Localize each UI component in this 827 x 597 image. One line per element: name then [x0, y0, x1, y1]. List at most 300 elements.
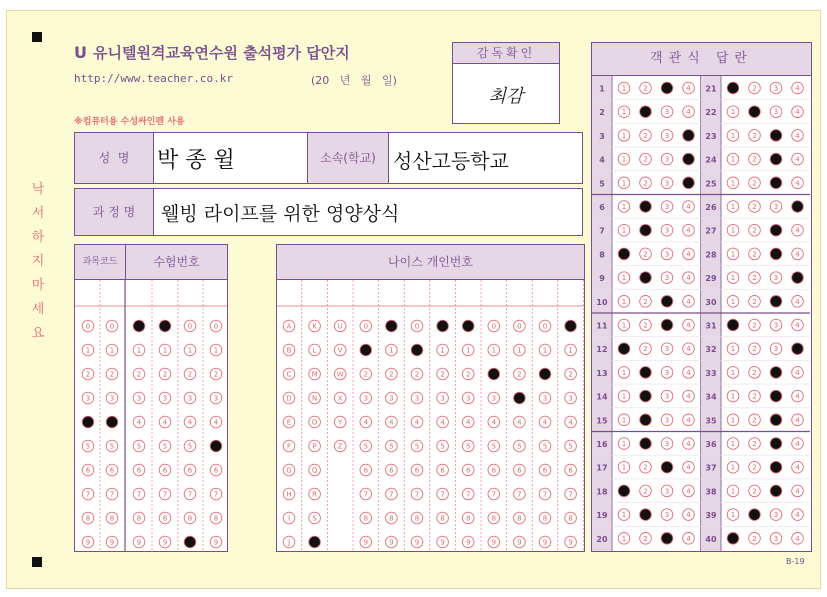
- neis-bubble[interactable]: [514, 416, 526, 428]
- neis-bubble[interactable]: [514, 512, 526, 524]
- answer-bubble[interactable]: [640, 106, 652, 118]
- exam-bubble[interactable]: [82, 464, 94, 476]
- exam-bubble[interactable]: [82, 488, 94, 500]
- answer-bubble[interactable]: [640, 82, 652, 94]
- neis-bubble[interactable]: [411, 320, 423, 332]
- answer-bubble[interactable]: [661, 224, 673, 236]
- neis-bubble[interactable]: [283, 416, 295, 428]
- answer-bubble[interactable]: [727, 296, 739, 308]
- answer-bubble[interactable]: [640, 509, 652, 521]
- answer-bubble[interactable]: [727, 82, 739, 94]
- neis-bubble[interactable]: [539, 464, 551, 476]
- neis-bubble[interactable]: [360, 536, 372, 548]
- exam-bubble[interactable]: [210, 464, 222, 476]
- neis-bubble[interactable]: [462, 440, 474, 452]
- answer-bubble[interactable]: [618, 248, 630, 260]
- answer-bubble[interactable]: [770, 106, 782, 118]
- answer-bubble[interactable]: [640, 533, 652, 545]
- answer-bubble[interactable]: [661, 272, 673, 284]
- answer-grid[interactable]: [592, 76, 811, 551]
- neis-bubble[interactable]: [462, 344, 474, 356]
- exam-bubble[interactable]: [133, 488, 145, 500]
- answer-bubble[interactable]: [749, 509, 761, 521]
- neis-bubble[interactable]: [488, 488, 500, 500]
- answer-bubble[interactable]: [749, 390, 761, 402]
- exam-bubble[interactable]: [184, 416, 196, 428]
- neis-bubble[interactable]: [514, 440, 526, 452]
- answer-bubble[interactable]: [792, 201, 804, 213]
- answer-bubble[interactable]: [727, 485, 739, 497]
- neis-bubble[interactable]: [565, 536, 577, 548]
- exam-bubble[interactable]: [184, 344, 196, 356]
- neis-bubble[interactable]: [411, 488, 423, 500]
- answer-bubble[interactable]: [618, 106, 630, 118]
- answer-bubble[interactable]: [770, 438, 782, 450]
- neis-bubble[interactable]: [360, 416, 372, 428]
- answer-bubble[interactable]: [770, 272, 782, 284]
- answer-bubble[interactable]: [640, 438, 652, 450]
- neis-bubble[interactable]: [539, 416, 551, 428]
- answer-bubble[interactable]: [749, 201, 761, 213]
- answer-bubble[interactable]: [770, 461, 782, 473]
- neis-bubble[interactable]: [565, 368, 577, 380]
- answer-bubble[interactable]: [640, 367, 652, 379]
- exam-bubble[interactable]: [133, 512, 145, 524]
- answer-bubble[interactable]: [683, 153, 695, 165]
- answer-bubble[interactable]: [618, 82, 630, 94]
- answer-bubble[interactable]: [792, 485, 804, 497]
- answer-bubble[interactable]: [770, 177, 782, 189]
- neis-bubble[interactable]: [386, 440, 398, 452]
- answer-bubble[interactable]: [683, 296, 695, 308]
- answer-bubble[interactable]: [661, 82, 673, 94]
- answer-bubble[interactable]: [727, 461, 739, 473]
- exam-bubble[interactable]: [133, 392, 145, 404]
- answer-bubble[interactable]: [792, 82, 804, 94]
- answer-bubble[interactable]: [770, 533, 782, 545]
- neis-bubble[interactable]: [283, 440, 295, 452]
- neis-bubble[interactable]: [360, 464, 372, 476]
- neis-bubble[interactable]: [386, 416, 398, 428]
- answer-bubble[interactable]: [770, 296, 782, 308]
- answer-bubble[interactable]: [792, 296, 804, 308]
- exam-bubble[interactable]: [159, 416, 171, 428]
- answer-bubble[interactable]: [727, 153, 739, 165]
- answer-bubble[interactable]: [727, 177, 739, 189]
- answer-bubble[interactable]: [770, 153, 782, 165]
- answer-bubble[interactable]: [683, 177, 695, 189]
- neis-bubble[interactable]: [462, 536, 474, 548]
- answer-bubble[interactable]: [770, 509, 782, 521]
- answer-bubble[interactable]: [792, 272, 804, 284]
- answer-bubble[interactable]: [727, 106, 739, 118]
- answer-bubble[interactable]: [683, 248, 695, 260]
- answer-bubble[interactable]: [792, 153, 804, 165]
- answer-bubble[interactable]: [661, 485, 673, 497]
- answer-bubble[interactable]: [792, 461, 804, 473]
- answer-bubble[interactable]: [683, 224, 695, 236]
- neis-bubble[interactable]: [411, 440, 423, 452]
- answer-bubble[interactable]: [683, 343, 695, 355]
- neis-bubble[interactable]: [283, 488, 295, 500]
- neis-bubble[interactable]: [488, 536, 500, 548]
- neis-bubble[interactable]: [437, 464, 449, 476]
- exam-bubble[interactable]: [159, 536, 171, 548]
- answer-bubble[interactable]: [749, 414, 761, 426]
- neis-bubble[interactable]: [386, 488, 398, 500]
- exam-bubble[interactable]: [82, 392, 94, 404]
- neis-bubble[interactable]: [360, 368, 372, 380]
- answer-bubble[interactable]: [640, 461, 652, 473]
- answer-bubble[interactable]: [749, 461, 761, 473]
- exam-bubble[interactable]: [159, 320, 171, 332]
- neis-bubble[interactable]: [334, 320, 346, 332]
- answer-bubble[interactable]: [661, 296, 673, 308]
- exam-bubble[interactable]: [184, 440, 196, 452]
- answer-bubble[interactable]: [640, 130, 652, 142]
- answer-bubble[interactable]: [683, 272, 695, 284]
- answer-bubble[interactable]: [640, 343, 652, 355]
- answer-bubble[interactable]: [792, 509, 804, 521]
- neis-bubble[interactable]: [386, 512, 398, 524]
- answer-bubble[interactable]: [618, 130, 630, 142]
- answer-bubble[interactable]: [792, 248, 804, 260]
- exam-bubble[interactable]: [133, 440, 145, 452]
- exam-bubble[interactable]: [184, 368, 196, 380]
- neis-bubble[interactable]: [283, 512, 295, 524]
- exam-bubble[interactable]: [106, 320, 118, 332]
- neis-bubble[interactable]: [462, 320, 474, 332]
- neis-bubble[interactable]: [309, 320, 321, 332]
- neis-bubble[interactable]: [565, 416, 577, 428]
- exam-bubble[interactable]: [106, 512, 118, 524]
- answer-bubble[interactable]: [749, 224, 761, 236]
- answer-bubble[interactable]: [661, 248, 673, 260]
- neis-bubble[interactable]: [386, 392, 398, 404]
- answer-bubble[interactable]: [618, 367, 630, 379]
- exam-bubble[interactable]: [106, 464, 118, 476]
- exam-bubble[interactable]: [82, 368, 94, 380]
- answer-bubble[interactable]: [661, 201, 673, 213]
- neis-bubble[interactable]: [565, 512, 577, 524]
- answer-bubble[interactable]: [640, 296, 652, 308]
- exam-number-grid[interactable]: [75, 280, 227, 551]
- neis-bubble[interactable]: [565, 440, 577, 452]
- exam-bubble[interactable]: [210, 488, 222, 500]
- answer-bubble[interactable]: [792, 130, 804, 142]
- answer-bubble[interactable]: [792, 106, 804, 118]
- neis-bubble[interactable]: [437, 512, 449, 524]
- neis-bubble[interactable]: [283, 320, 295, 332]
- exam-bubble[interactable]: [106, 536, 118, 548]
- neis-bubble[interactable]: [334, 392, 346, 404]
- answer-bubble[interactable]: [683, 130, 695, 142]
- answer-bubble[interactable]: [618, 533, 630, 545]
- answer-bubble[interactable]: [792, 319, 804, 331]
- answer-bubble[interactable]: [749, 82, 761, 94]
- neis-bubble[interactable]: [488, 320, 500, 332]
- neis-bubble[interactable]: [309, 368, 321, 380]
- neis-bubble[interactable]: [514, 464, 526, 476]
- answer-bubble[interactable]: [683, 201, 695, 213]
- answer-bubble[interactable]: [792, 177, 804, 189]
- answer-bubble[interactable]: [661, 177, 673, 189]
- answer-bubble[interactable]: [727, 319, 739, 331]
- answer-bubble[interactable]: [749, 248, 761, 260]
- exam-bubble[interactable]: [210, 392, 222, 404]
- neis-bubble[interactable]: [462, 488, 474, 500]
- neis-bubble[interactable]: [488, 440, 500, 452]
- answer-bubble[interactable]: [683, 461, 695, 473]
- exam-bubble[interactable]: [106, 392, 118, 404]
- exam-bubble[interactable]: [82, 440, 94, 452]
- answer-bubble[interactable]: [640, 224, 652, 236]
- neis-bubble[interactable]: [437, 440, 449, 452]
- neis-bubble[interactable]: [360, 512, 372, 524]
- answer-bubble[interactable]: [792, 224, 804, 236]
- neis-grid[interactable]: [277, 280, 584, 551]
- answer-bubble[interactable]: [661, 319, 673, 331]
- answer-bubble[interactable]: [749, 106, 761, 118]
- answer-bubble[interactable]: [683, 82, 695, 94]
- exam-bubble[interactable]: [106, 344, 118, 356]
- neis-bubble[interactable]: [360, 320, 372, 332]
- answer-bubble[interactable]: [661, 438, 673, 450]
- answer-bubble[interactable]: [683, 390, 695, 402]
- neis-bubble[interactable]: [411, 512, 423, 524]
- answer-bubble[interactable]: [640, 272, 652, 284]
- neis-bubble[interactable]: [411, 344, 423, 356]
- neis-bubble[interactable]: [539, 440, 551, 452]
- answer-bubble[interactable]: [749, 272, 761, 284]
- neis-bubble[interactable]: [514, 392, 526, 404]
- exam-bubble[interactable]: [210, 344, 222, 356]
- answer-bubble[interactable]: [727, 224, 739, 236]
- neis-bubble[interactable]: [283, 536, 295, 548]
- answer-bubble[interactable]: [792, 533, 804, 545]
- answer-bubble[interactable]: [770, 319, 782, 331]
- neis-bubble[interactable]: [488, 368, 500, 380]
- exam-bubble[interactable]: [184, 392, 196, 404]
- answer-bubble[interactable]: [727, 438, 739, 450]
- answer-bubble[interactable]: [618, 201, 630, 213]
- answer-bubble[interactable]: [792, 438, 804, 450]
- neis-bubble[interactable]: [309, 392, 321, 404]
- answer-bubble[interactable]: [683, 533, 695, 545]
- answer-bubble[interactable]: [727, 367, 739, 379]
- answer-bubble[interactable]: [749, 177, 761, 189]
- exam-bubble[interactable]: [184, 512, 196, 524]
- answer-bubble[interactable]: [618, 438, 630, 450]
- answer-bubble[interactable]: [749, 438, 761, 450]
- exam-bubble[interactable]: [184, 488, 196, 500]
- neis-bubble[interactable]: [386, 344, 398, 356]
- neis-bubble[interactable]: [386, 464, 398, 476]
- answer-bubble[interactable]: [618, 319, 630, 331]
- answer-bubble[interactable]: [618, 461, 630, 473]
- answer-bubble[interactable]: [749, 485, 761, 497]
- exam-bubble[interactable]: [159, 392, 171, 404]
- answer-bubble[interactable]: [618, 414, 630, 426]
- answer-bubble[interactable]: [749, 130, 761, 142]
- answer-bubble[interactable]: [749, 153, 761, 165]
- answer-bubble[interactable]: [683, 438, 695, 450]
- neis-bubble[interactable]: [309, 464, 321, 476]
- school-value[interactable]: 성산고등학교: [393, 149, 509, 173]
- neis-bubble[interactable]: [309, 440, 321, 452]
- neis-bubble[interactable]: [309, 512, 321, 524]
- neis-bubble[interactable]: [488, 416, 500, 428]
- exam-bubble[interactable]: [106, 368, 118, 380]
- neis-bubble[interactable]: [514, 488, 526, 500]
- exam-bubble[interactable]: [184, 536, 196, 548]
- neis-bubble[interactable]: [411, 416, 423, 428]
- answer-bubble[interactable]: [727, 414, 739, 426]
- neis-bubble[interactable]: [411, 464, 423, 476]
- neis-bubble[interactable]: [488, 512, 500, 524]
- neis-bubble[interactable]: [565, 392, 577, 404]
- answer-bubble[interactable]: [661, 461, 673, 473]
- answer-bubble[interactable]: [661, 533, 673, 545]
- neis-bubble[interactable]: [514, 344, 526, 356]
- answer-bubble[interactable]: [661, 509, 673, 521]
- answer-bubble[interactable]: [770, 414, 782, 426]
- answer-bubble[interactable]: [661, 367, 673, 379]
- answer-bubble[interactable]: [640, 319, 652, 331]
- answer-bubble[interactable]: [770, 367, 782, 379]
- neis-bubble[interactable]: [334, 440, 346, 452]
- answer-bubble[interactable]: [640, 153, 652, 165]
- neis-bubble[interactable]: [386, 368, 398, 380]
- neis-bubble[interactable]: [539, 488, 551, 500]
- exam-bubble[interactable]: [210, 536, 222, 548]
- answer-bubble[interactable]: [683, 367, 695, 379]
- neis-bubble[interactable]: [411, 392, 423, 404]
- neis-bubble[interactable]: [309, 488, 321, 500]
- neis-bubble[interactable]: [360, 344, 372, 356]
- answer-bubble[interactable]: [618, 390, 630, 402]
- answer-bubble[interactable]: [640, 248, 652, 260]
- answer-bubble[interactable]: [661, 153, 673, 165]
- answer-bubble[interactable]: [683, 485, 695, 497]
- exam-bubble[interactable]: [133, 536, 145, 548]
- neis-bubble[interactable]: [386, 536, 398, 548]
- neis-bubble[interactable]: [488, 392, 500, 404]
- neis-bubble[interactable]: [437, 368, 449, 380]
- answer-bubble[interactable]: [727, 201, 739, 213]
- neis-bubble[interactable]: [309, 536, 321, 548]
- answer-bubble[interactable]: [661, 343, 673, 355]
- exam-bubble[interactable]: [82, 536, 94, 548]
- answer-bubble[interactable]: [770, 224, 782, 236]
- neis-bubble[interactable]: [565, 320, 577, 332]
- answer-bubble[interactable]: [749, 296, 761, 308]
- answer-bubble[interactable]: [618, 485, 630, 497]
- neis-bubble[interactable]: [539, 344, 551, 356]
- answer-bubble[interactable]: [770, 248, 782, 260]
- exam-bubble[interactable]: [133, 464, 145, 476]
- exam-bubble[interactable]: [210, 512, 222, 524]
- exam-bubble[interactable]: [106, 416, 118, 428]
- neis-bubble[interactable]: [539, 512, 551, 524]
- answer-bubble[interactable]: [749, 533, 761, 545]
- neis-bubble[interactable]: [514, 536, 526, 548]
- neis-bubble[interactable]: [437, 344, 449, 356]
- answer-bubble[interactable]: [683, 106, 695, 118]
- answer-bubble[interactable]: [640, 485, 652, 497]
- neis-bubble[interactable]: [462, 368, 474, 380]
- neis-bubble[interactable]: [565, 464, 577, 476]
- neis-bubble[interactable]: [488, 344, 500, 356]
- answer-bubble[interactable]: [618, 272, 630, 284]
- answer-bubble[interactable]: [727, 272, 739, 284]
- answer-bubble[interactable]: [770, 130, 782, 142]
- exam-bubble[interactable]: [133, 368, 145, 380]
- neis-bubble[interactable]: [360, 440, 372, 452]
- neis-bubble[interactable]: [283, 464, 295, 476]
- exam-bubble[interactable]: [133, 320, 145, 332]
- neis-bubble[interactable]: [411, 368, 423, 380]
- exam-bubble[interactable]: [159, 344, 171, 356]
- answer-bubble[interactable]: [640, 414, 652, 426]
- exam-bubble[interactable]: [159, 464, 171, 476]
- neis-bubble[interactable]: [514, 320, 526, 332]
- answer-bubble[interactable]: [727, 509, 739, 521]
- answer-bubble[interactable]: [683, 414, 695, 426]
- neis-bubble[interactable]: [437, 416, 449, 428]
- exam-bubble[interactable]: [210, 440, 222, 452]
- neis-bubble[interactable]: [565, 488, 577, 500]
- answer-bubble[interactable]: [661, 106, 673, 118]
- answer-bubble[interactable]: [640, 177, 652, 189]
- exam-bubble[interactable]: [133, 416, 145, 428]
- exam-bubble[interactable]: [210, 320, 222, 332]
- answer-bubble[interactable]: [618, 153, 630, 165]
- exam-bubble[interactable]: [82, 344, 94, 356]
- neis-bubble[interactable]: [437, 392, 449, 404]
- neis-bubble[interactable]: [488, 464, 500, 476]
- exam-bubble[interactable]: [159, 488, 171, 500]
- answer-bubble[interactable]: [792, 414, 804, 426]
- neis-bubble[interactable]: [360, 392, 372, 404]
- exam-bubble[interactable]: [210, 416, 222, 428]
- answer-bubble[interactable]: [618, 296, 630, 308]
- neis-bubble[interactable]: [283, 344, 295, 356]
- exam-bubble[interactable]: [184, 320, 196, 332]
- neis-bubble[interactable]: [437, 488, 449, 500]
- answer-bubble[interactable]: [749, 367, 761, 379]
- answer-bubble[interactable]: [727, 343, 739, 355]
- neis-bubble[interactable]: [283, 392, 295, 404]
- answer-bubble[interactable]: [770, 343, 782, 355]
- answer-bubble[interactable]: [770, 390, 782, 402]
- answer-bubble[interactable]: [727, 390, 739, 402]
- exam-bubble[interactable]: [82, 512, 94, 524]
- answer-bubble[interactable]: [618, 509, 630, 521]
- answer-bubble[interactable]: [640, 390, 652, 402]
- neis-bubble[interactable]: [309, 416, 321, 428]
- neis-bubble[interactable]: [462, 512, 474, 524]
- course-value[interactable]: 웰빙 라이프를 위한 영양상식: [161, 203, 400, 225]
- neis-bubble[interactable]: [462, 416, 474, 428]
- answer-bubble[interactable]: [618, 343, 630, 355]
- neis-bubble[interactable]: [334, 416, 346, 428]
- neis-bubble[interactable]: [462, 464, 474, 476]
- neis-bubble[interactable]: [437, 320, 449, 332]
- answer-bubble[interactable]: [749, 343, 761, 355]
- answer-bubble[interactable]: [683, 319, 695, 331]
- exam-bubble[interactable]: [106, 488, 118, 500]
